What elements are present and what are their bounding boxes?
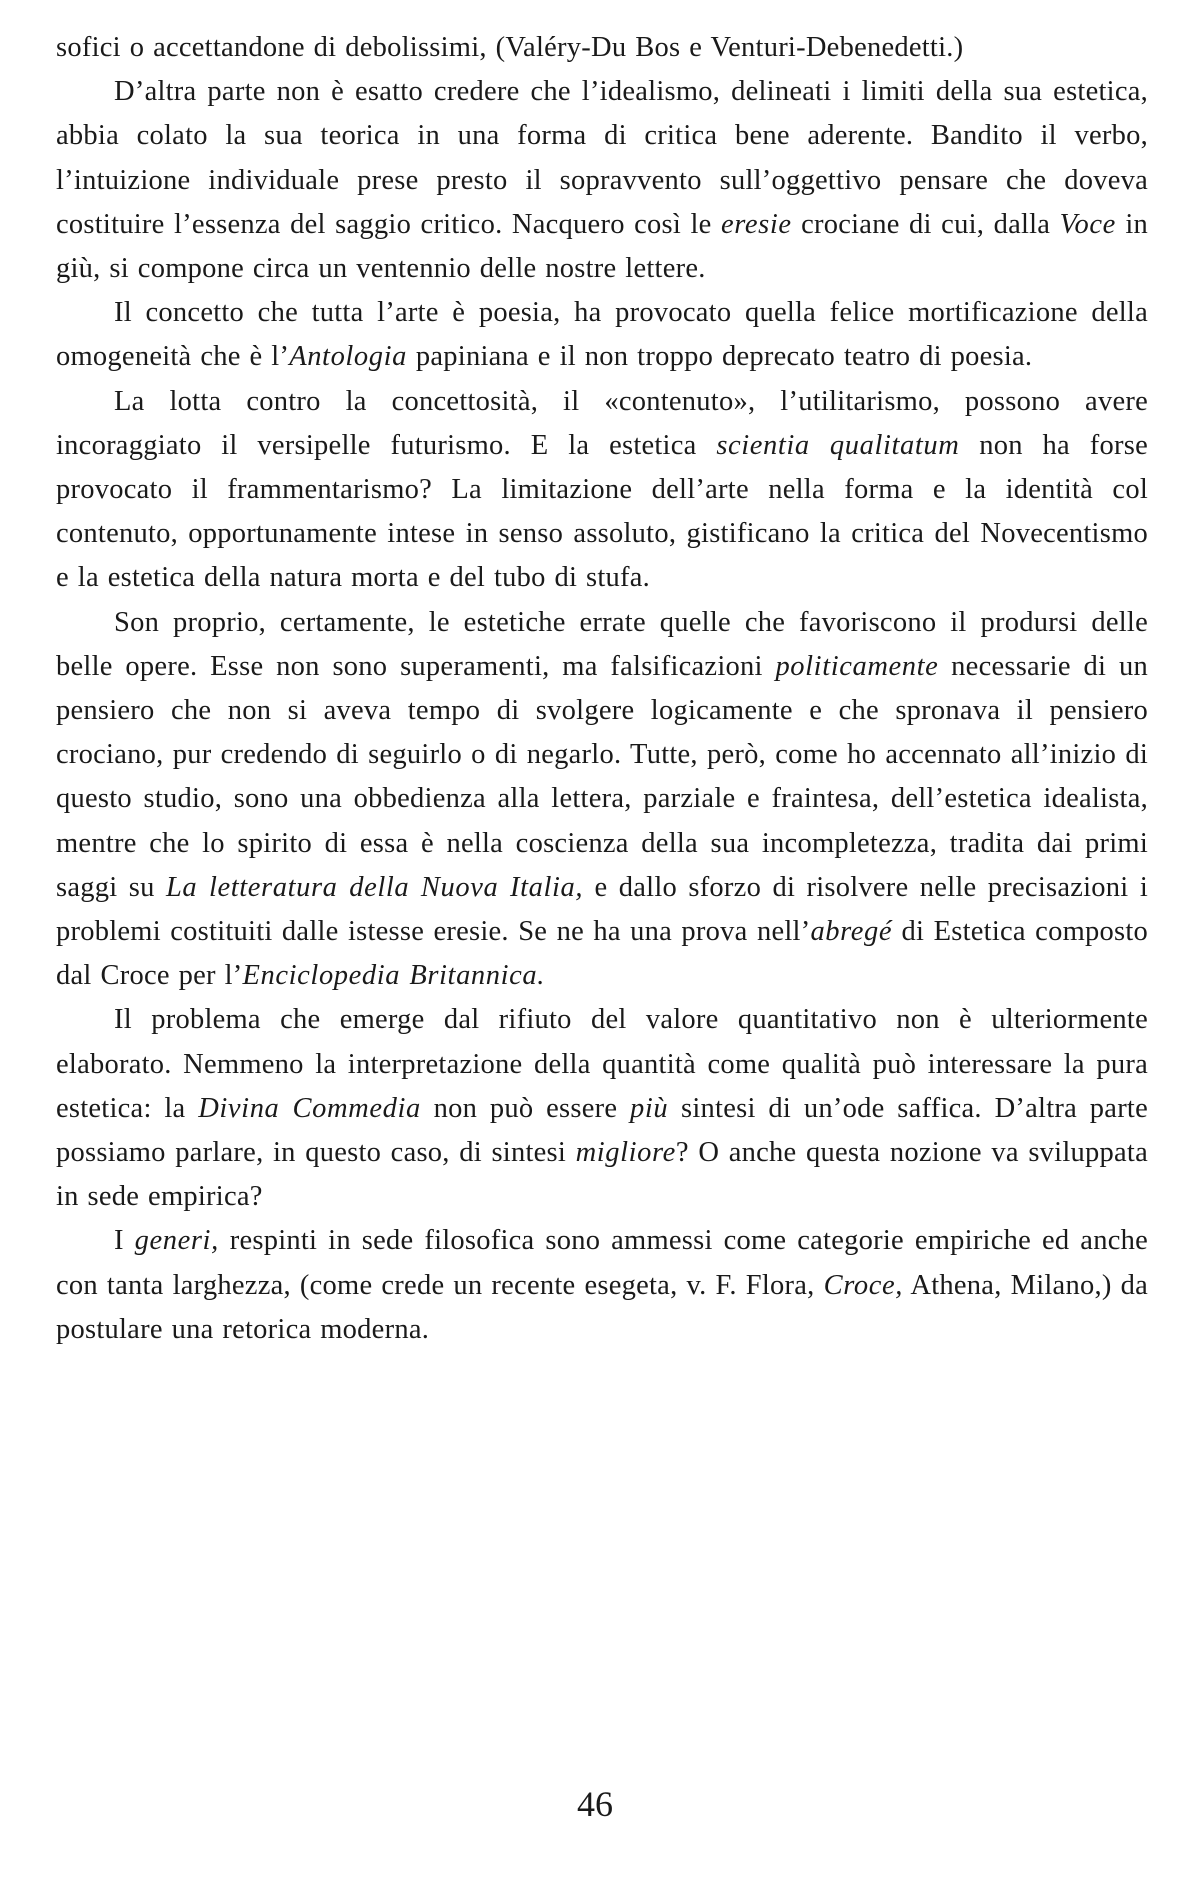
text-run: sintesi di un’ode saffica. D’altra parte possiamo parlare, in questo caso, di sintesi [56,1092,1149,1169]
italic-run: Antologia [289,341,408,373]
italic-run: più [630,1092,669,1124]
text-run: e dallo sforzo di risolvere nelle precisazioni i problemi costituiti dalle istesse eresie. Se ne ha una prova nell’ [56,871,1149,948]
paragraph-6 [56,998,1148,1219]
paragraph-7 [56,1219,1148,1352]
text-run: I [114,1225,135,1257]
italic-run: politicamente [775,650,939,682]
italic-run: La letteratura della Nuova Italia, [165,871,584,903]
text-run: di Estetica composto dal Croce per l’ [56,916,1148,992]
text-run: D’altra parte non è esatto credere che l’idealismo, delineati i limiti della sua estetica, abbia colato la sua teorica in una forma di critica bene aderente. Bandito il verbo, l’intuizione individuale prese presto il sopravvento sull’oggettivo pensare che doveva costituire l’essenza del saggio critico. Nacquero così le [56,76,1148,240]
text-run: papiniana e il non troppo deprecato teatro di poesia. [407,341,1033,373]
italic-run: migliore [575,1137,676,1169]
italic-run: generi, [134,1225,219,1257]
italic-run: abregé [810,916,893,948]
text-run: La lotta contro la concettosità, il «contenuto», l’utilitarismo, possono avere incoraggiato il versipelle futurismo. E la estetica [56,385,1148,461]
text-run: Son proprio, certamente, le estetiche errate quelle che favoriscono il prodursi delle belle opere. Esse non sono superamenti, ma falsificazioni [56,606,1148,682]
text-run: ? O anche questa nozione va sviluppata in sede empirica? [56,1137,1148,1213]
italic-run: Enciclopedia Britannica. [242,960,545,992]
page-number: 46 [577,1784,613,1824]
text-run: Il concetto che tutta l’arte è poesia, ha provocato quella felice mortificazione della omogeneità che è l’ [56,297,1148,373]
italic-run: scientia qualitatum [716,429,960,461]
text-run: non ha forse provocato il frammentarismo? La limitazione dell’arte nella forma e la identità col contenuto, opportunamente intese in senso assoluto, gistificano la critica del Novecentismo e la estetica della natura morta e del tubo di stufa. [56,429,1148,594]
text-run: in giù, si compone circa un ventennio delle nostre lettere. [56,208,1148,285]
paragraph-1 [56,26,1148,70]
italic-run: Divina Commedia [198,1092,421,1124]
paragraph-5 [56,601,1148,999]
text-run: Il problema che emerge dal rifiuto del valore quantitativo non è ulteriormente elaborato. Nemmeno la interpretazione della quantità come qualità può interessare la pura estetica: la [56,1004,1148,1124]
text-run: Athena, Milano,) da postulare una retorica moderna. [56,1269,1148,1345]
italic-run: Croce, [823,1269,903,1301]
paragraph-4 [56,380,1148,601]
text-run: crociane di cui, dalla [791,208,1060,240]
text-run: necessarie di un pensiero che non si aveva tempo di svolgere logicamente e che spronava il pensiero crociano, pur credendo di seguirlo o di negarlo. Tutte, però, come ho accennato all’inizio di questo studio, sono una obbedienza alla lettera, parziale e fraintesa, dell’estetica idealista, mentre che lo spirito di essa è nella coscienza della sua incompletezza, tradita dai primi saggi su [56,650,1149,903]
italic-run: eresie [721,208,792,240]
text-run: sofici o accettandone di debolissimi, (Valéry-Du Bos e Venturi-Debenedetti.) [56,32,964,63]
text-run: respinti in sede filosofica sono ammessi come categorie empiriche ed anche con tanta larghezza, (come crede un recente esegeta, v. F. Flora, [56,1225,1148,1301]
italic-run: Voce [1059,208,1116,240]
paragraph-2 [56,70,1148,291]
paragraph-3 [56,291,1148,379]
text-run: non può essere [420,1092,631,1124]
body-text [56,26,1148,1352]
document-page [56,26,1148,1352]
